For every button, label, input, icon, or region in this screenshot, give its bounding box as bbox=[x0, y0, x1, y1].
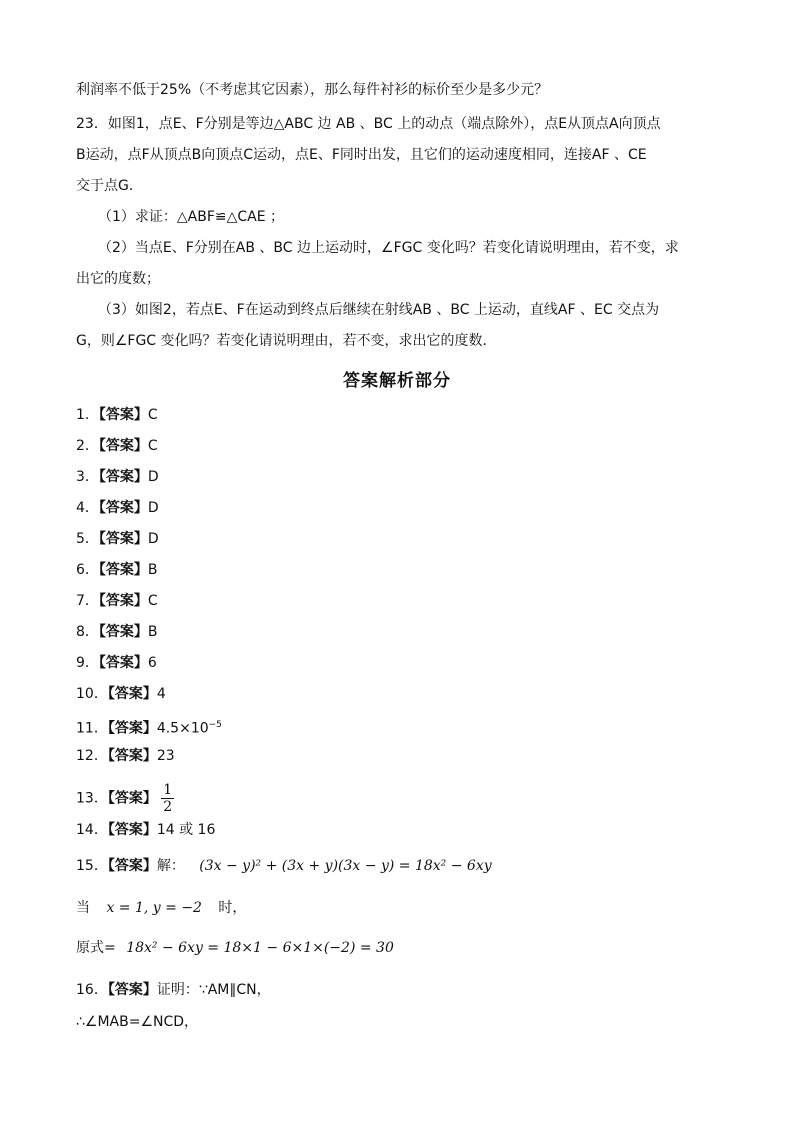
answer-tag: 【答案】 bbox=[98, 655, 148, 671]
answer-number: 4． bbox=[76, 500, 99, 516]
answer-tag: 【答案】 bbox=[107, 720, 157, 737]
answer-tag: 【答案】 bbox=[107, 790, 157, 807]
condition-prefix: 当 bbox=[76, 900, 90, 916]
answer-number: 6． bbox=[76, 562, 99, 578]
answer-tag: 【答案】 bbox=[98, 593, 148, 609]
answer-number: 10． bbox=[76, 686, 108, 702]
answer-tag: 【答案】 bbox=[98, 469, 148, 485]
answer-tag: 【答案】 bbox=[98, 438, 148, 454]
answer-number: 8． bbox=[76, 624, 99, 640]
answer-2 bbox=[76, 436, 158, 456]
answer-exponent: −5 bbox=[208, 720, 222, 730]
answer-tag: 【答案】 bbox=[98, 624, 148, 640]
section-title: 答案解析部分 bbox=[343, 371, 451, 391]
answer-15-condition bbox=[76, 898, 246, 918]
answer-15 bbox=[76, 856, 492, 876]
answer-number: 15． bbox=[76, 858, 108, 874]
answer-number: 9． bbox=[76, 655, 99, 671]
condition-suffix: 时， bbox=[218, 900, 247, 916]
result-prefix: 原式= bbox=[76, 940, 116, 956]
answer-number: 13． bbox=[76, 790, 108, 807]
answer-tag: 【答案】 bbox=[98, 562, 148, 578]
answer-5 bbox=[76, 529, 159, 549]
answer-number: 1． bbox=[76, 407, 99, 423]
fraction-denominator: 2 bbox=[163, 799, 173, 815]
condition: x = 1, y = −2 bbox=[106, 900, 202, 916]
q23-line1: 23．如图1，点E、F分别是等边△ABC 边 AB 、BC 上的动点（端点除外），点E从顶点A向顶点 bbox=[76, 116, 661, 132]
answer-line1: 证明：∵AM∥CN， bbox=[156, 982, 271, 998]
q23-part1: （1）求证：△ABF≌△CAE ； bbox=[98, 209, 285, 225]
answer-10 bbox=[76, 684, 166, 704]
q23-part2-b: 出它的度数； bbox=[76, 271, 160, 287]
answer-tag: 【答案】 bbox=[98, 407, 148, 423]
answer-number: 2． bbox=[76, 438, 99, 454]
answer-value: C bbox=[147, 407, 158, 423]
answer-number: 12． bbox=[76, 748, 108, 764]
answer-tag: 【答案】 bbox=[98, 500, 148, 516]
answer-tag: 【答案】 bbox=[107, 982, 157, 998]
result: 18x² − 6xy = 18×1 − 6×1×(−2) = 30 bbox=[126, 940, 394, 956]
expression: (3x − y)² + (3x + y)(3x − y) = 18x² − 6xy bbox=[199, 858, 492, 874]
answer-tag: 【答案】 bbox=[107, 686, 157, 702]
answer-16 bbox=[76, 980, 271, 1000]
q23-part3-a: （3）如图2，若点E、F在运动到终点后继续在射线AB 、BC 上运动，直线AF 、EC 交点为 bbox=[98, 302, 660, 318]
fraction bbox=[161, 782, 174, 815]
answer-4 bbox=[76, 498, 159, 518]
answer-number: 7． bbox=[76, 593, 99, 609]
answer-value: D bbox=[147, 531, 159, 547]
answer-7 bbox=[76, 591, 158, 611]
answer-number: 11． bbox=[76, 720, 108, 737]
q23-line3: 交于点G． bbox=[76, 178, 143, 194]
answer-number: 16． bbox=[76, 982, 108, 998]
answer-6 bbox=[76, 560, 158, 580]
answer-11 bbox=[76, 715, 222, 739]
answer-value: C bbox=[147, 438, 158, 454]
answer-value: 6 bbox=[147, 655, 157, 671]
answer-3 bbox=[76, 467, 159, 487]
q23-line2: B运动，点F从顶点B向顶点C运动，点E、F同时出发，且它们的运动速度相同，连接AF 、CE bbox=[76, 147, 647, 163]
answer-value: D bbox=[147, 500, 159, 516]
answer-1 bbox=[76, 405, 158, 425]
answer-value: 4.5×10 bbox=[156, 720, 209, 737]
answer-8 bbox=[76, 622, 158, 642]
answer-value: B bbox=[147, 624, 158, 640]
answer-tag: 【答案】 bbox=[98, 531, 148, 547]
answer-value: 14 或 16 bbox=[156, 822, 216, 838]
q23-part3-b: G，则∠FGC 变化吗？若变化请说明理由，若不变，求出它的度数． bbox=[76, 333, 497, 349]
answer-12 bbox=[76, 746, 175, 766]
answer-tag: 【答案】 bbox=[107, 748, 157, 764]
answer-16-line2: ∴∠MAB=∠NCD， bbox=[76, 1014, 199, 1030]
answer-9 bbox=[76, 653, 157, 673]
answer-13 bbox=[76, 782, 174, 815]
answer-value: C bbox=[147, 593, 158, 609]
q23-part2-a: （2）当点E、F分别在AB 、BC 边上运动时，∠FGC 变化吗？若变化请说明理由，若不变，求 bbox=[98, 240, 679, 256]
answer-number: 14． bbox=[76, 822, 108, 838]
answer-value: D bbox=[147, 469, 159, 485]
answer-14 bbox=[76, 820, 215, 840]
answer-tag: 【答案】 bbox=[107, 822, 157, 838]
answer-value: 4 bbox=[156, 686, 166, 702]
answer-15-result bbox=[76, 938, 394, 958]
answer-value: 23 bbox=[156, 748, 175, 764]
answer-tag: 【答案】 bbox=[107, 858, 157, 874]
answer-lead: 解： bbox=[156, 858, 185, 874]
answer-number: 5． bbox=[76, 531, 99, 547]
fraction-numerator: 1 bbox=[163, 782, 173, 798]
q22-tail: 利润率不低于25%（不考虑其它因素），那么每件衬衫的标价至少是多少元？ bbox=[76, 82, 549, 98]
answer-number: 3． bbox=[76, 469, 99, 485]
answer-value: B bbox=[147, 562, 158, 578]
